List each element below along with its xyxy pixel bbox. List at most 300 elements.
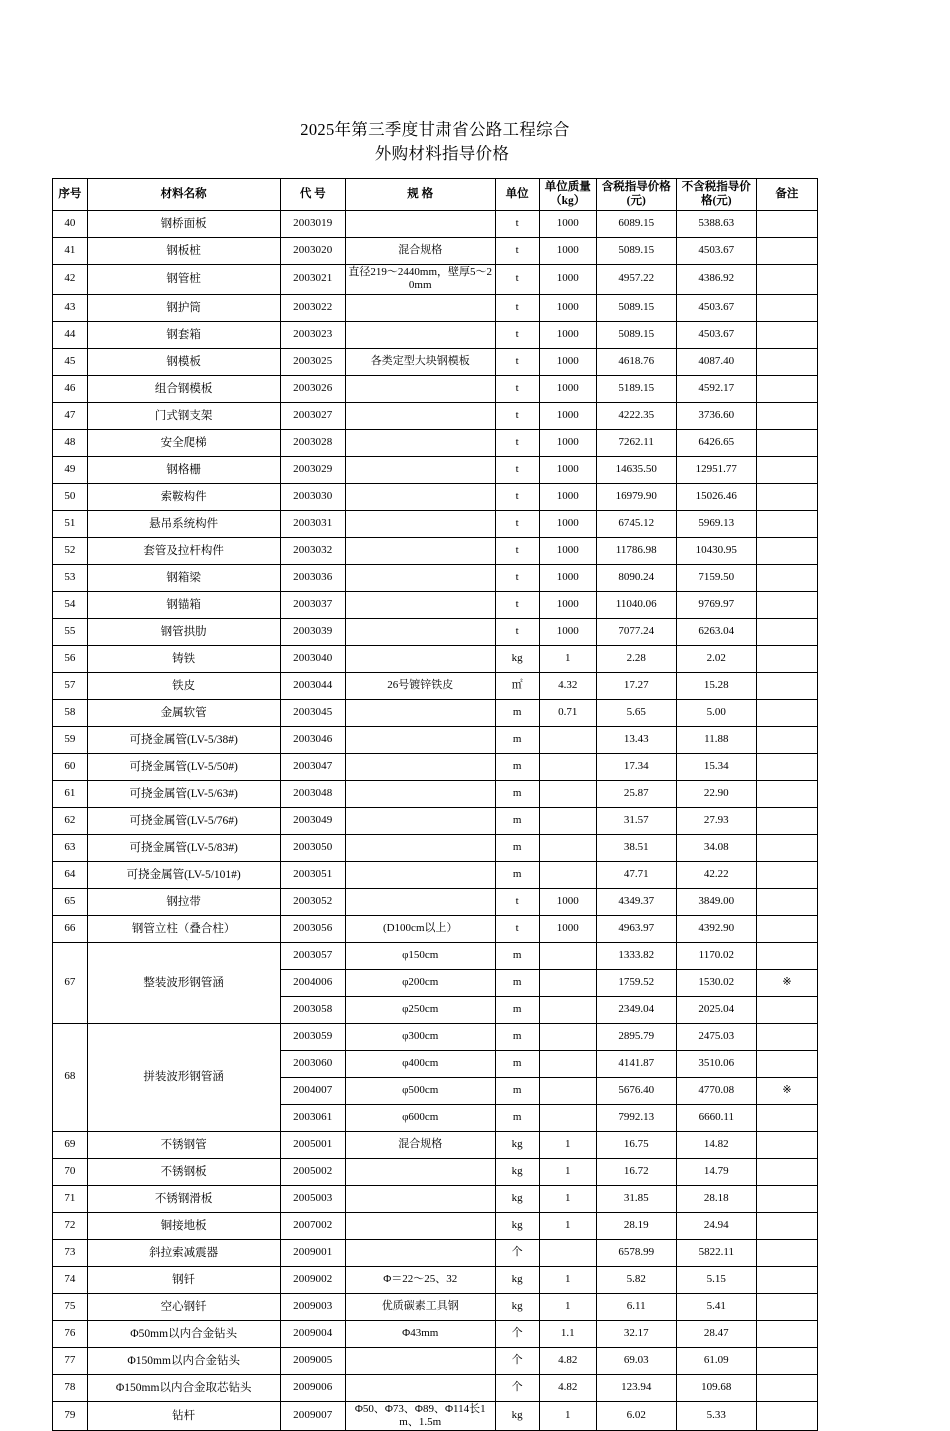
- cell-unit: t: [495, 915, 539, 942]
- cell-material-name: 门式钢支架: [87, 402, 280, 429]
- cell-unit-mass: [539, 726, 596, 753]
- cell-specification: φ150cm: [345, 942, 495, 969]
- cell-taxed-price: 7077.24: [596, 618, 676, 645]
- cell-serial-number: 71: [53, 1185, 88, 1212]
- cell-unit-mass: 1: [539, 1185, 596, 1212]
- cell-remark: [756, 429, 817, 456]
- cell-unit-mass: 1000: [539, 375, 596, 402]
- cell-code: 2003044: [280, 672, 345, 699]
- cell-code: 2009006: [280, 1374, 345, 1401]
- cell-untaxed-price: 5388.63: [676, 210, 756, 237]
- cell-code: 2003049: [280, 807, 345, 834]
- cell-remark: [756, 321, 817, 348]
- cell-remark: [756, 456, 817, 483]
- cell-serial-number: 72: [53, 1212, 88, 1239]
- table-row: [53, 915, 818, 942]
- cell-serial-number: 58: [53, 699, 88, 726]
- header-code: 代 号: [280, 179, 345, 211]
- cell-serial-number: 49: [53, 456, 88, 483]
- cell-remark: [756, 510, 817, 537]
- cell-taxed-price: 31.85: [596, 1185, 676, 1212]
- cell-untaxed-price: 12951.77: [676, 456, 756, 483]
- cell-taxed-price: 69.03: [596, 1347, 676, 1374]
- cell-material-name: 索鞍构件: [87, 483, 280, 510]
- cell-untaxed-price: 6660.11: [676, 1104, 756, 1131]
- cell-remark: [756, 1158, 817, 1185]
- header-untaxed-price: [676, 179, 756, 211]
- header-untaxed-price-line1: 不含税指导价: [681, 181, 751, 193]
- cell-remark: [756, 1023, 817, 1050]
- cell-material-name: Φ50mm以内合金钻头: [87, 1320, 280, 1347]
- cell-material-name: 不锈钢板: [87, 1158, 280, 1185]
- header-untaxed-price-line2: 格(元): [700, 195, 732, 208]
- cell-unit-mass: [539, 861, 596, 888]
- cell-taxed-price: 5.82: [596, 1266, 676, 1293]
- cell-code: 2003040: [280, 645, 345, 672]
- cell-untaxed-price: 15.28: [676, 672, 756, 699]
- cell-code: 2009005: [280, 1347, 345, 1374]
- cell-material-name: 钢管桩: [87, 264, 280, 294]
- cell-specification: [345, 1374, 495, 1401]
- cell-untaxed-price: 34.08: [676, 834, 756, 861]
- cell-taxed-price: 4957.22: [596, 264, 676, 294]
- cell-remark: [756, 294, 817, 321]
- cell-taxed-price: 25.87: [596, 780, 676, 807]
- cell-unit: kg: [495, 645, 539, 672]
- cell-material-name: 悬吊系统构件: [87, 510, 280, 537]
- cell-taxed-price: 17.34: [596, 753, 676, 780]
- cell-code: 2003029: [280, 456, 345, 483]
- cell-material-name: 钢护筒: [87, 294, 280, 321]
- cell-code: 2003032: [280, 537, 345, 564]
- table-row: [53, 1131, 818, 1158]
- cell-serial-number: 70: [53, 1158, 88, 1185]
- cell-serial-number: 46: [53, 375, 88, 402]
- table-row: [53, 564, 818, 591]
- cell-serial-number: 43: [53, 294, 88, 321]
- cell-specification: [345, 1158, 495, 1185]
- cell-specification: φ250cm: [345, 996, 495, 1023]
- cell-untaxed-price: 22.90: [676, 780, 756, 807]
- cell-remark: [756, 1131, 817, 1158]
- cell-untaxed-price: 15026.46: [676, 483, 756, 510]
- cell-code: 2009007: [280, 1401, 345, 1431]
- cell-code: 2003019: [280, 210, 345, 237]
- header-name: 材料名称: [87, 179, 280, 211]
- cell-untaxed-price: 28.18: [676, 1185, 756, 1212]
- cell-specification: [345, 210, 495, 237]
- cell-unit: kg: [495, 1212, 539, 1239]
- cell-untaxed-price: 3736.60: [676, 402, 756, 429]
- cell-unit-mass: [539, 942, 596, 969]
- cell-unit: t: [495, 237, 539, 264]
- cell-specification: Φ50、Φ73、Φ89、Φ114长1m、1.5m: [345, 1401, 495, 1431]
- cell-code: 2005002: [280, 1158, 345, 1185]
- cell-serial-number: 75: [53, 1293, 88, 1320]
- table-row: [53, 1185, 818, 1212]
- table-row: [53, 834, 818, 861]
- cell-unit-mass: 1000: [539, 456, 596, 483]
- cell-specification: [345, 1185, 495, 1212]
- cell-untaxed-price: 4770.08: [676, 1077, 756, 1104]
- cell-material-name: 斜拉索减震器: [87, 1239, 280, 1266]
- cell-remark: [756, 1320, 817, 1347]
- cell-serial-number: 79: [53, 1401, 88, 1431]
- cell-serial-number: 48: [53, 429, 88, 456]
- cell-specification: [345, 645, 495, 672]
- cell-specification: [345, 321, 495, 348]
- cell-untaxed-price: 5.41: [676, 1293, 756, 1320]
- cell-unit: m: [495, 699, 539, 726]
- cell-unit-mass: 1: [539, 1266, 596, 1293]
- cell-code: 2009002: [280, 1266, 345, 1293]
- cell-remark: [756, 264, 817, 294]
- cell-code: 2003023: [280, 321, 345, 348]
- table-row: [53, 1158, 818, 1185]
- header-taxed-price-line2: (元): [626, 195, 646, 208]
- cell-unit: kg: [495, 1158, 539, 1185]
- cell-unit-mass: [539, 807, 596, 834]
- cell-untaxed-price: 4592.17: [676, 375, 756, 402]
- cell-code: 2003036: [280, 564, 345, 591]
- cell-unit-mass: [539, 1050, 596, 1077]
- cell-unit-mass: 1: [539, 1293, 596, 1320]
- cell-unit-mass: 4.82: [539, 1347, 596, 1374]
- cell-serial-number: 57: [53, 672, 88, 699]
- title-line-1: 2025年第三季度甘肃省公路工程综合: [300, 120, 570, 139]
- cell-unit: m: [495, 1050, 539, 1077]
- cell-remark: [756, 834, 817, 861]
- cell-remark: [756, 915, 817, 942]
- cell-specification: [345, 1212, 495, 1239]
- cell-specification: [345, 699, 495, 726]
- cell-unit-mass: 1000: [539, 210, 596, 237]
- cell-remark: ※: [756, 969, 817, 996]
- table-row: [53, 456, 818, 483]
- cell-taxed-price: 123.94: [596, 1374, 676, 1401]
- cell-remark: [756, 618, 817, 645]
- cell-untaxed-price: 4503.67: [676, 321, 756, 348]
- cell-untaxed-price: 2025.04: [676, 996, 756, 1023]
- table-row: [53, 861, 818, 888]
- table-row: [53, 348, 818, 375]
- cell-material-name: 钢格栅: [87, 456, 280, 483]
- cell-code: 2003021: [280, 264, 345, 294]
- cell-untaxed-price: 4087.40: [676, 348, 756, 375]
- cell-untaxed-price: 2.02: [676, 645, 756, 672]
- cell-taxed-price: 28.19: [596, 1212, 676, 1239]
- cell-material-name: 拼装波形钢管涵: [87, 1023, 280, 1131]
- cell-untaxed-price: 4503.67: [676, 294, 756, 321]
- cell-material-name: 钢拉带: [87, 888, 280, 915]
- cell-untaxed-price: 5969.13: [676, 510, 756, 537]
- cell-code: 2003046: [280, 726, 345, 753]
- cell-unit-mass: 4.32: [539, 672, 596, 699]
- cell-code: 2009004: [280, 1320, 345, 1347]
- cell-remark: [756, 1185, 817, 1212]
- cell-material-name: 组合钢模板: [87, 375, 280, 402]
- cell-remark: [756, 1401, 817, 1431]
- cell-taxed-price: 5089.15: [596, 294, 676, 321]
- cell-taxed-price: 6089.15: [596, 210, 676, 237]
- cell-taxed-price: 32.17: [596, 1320, 676, 1347]
- cell-specification: [345, 834, 495, 861]
- cell-unit-mass: 1000: [539, 537, 596, 564]
- cell-unit-mass: 0.71: [539, 699, 596, 726]
- header-unit: 单位: [495, 179, 539, 211]
- cell-unit: m: [495, 807, 539, 834]
- cell-taxed-price: 16979.90: [596, 483, 676, 510]
- cell-specification: [345, 510, 495, 537]
- cell-unit: m: [495, 834, 539, 861]
- cell-serial-number: 62: [53, 807, 88, 834]
- table-body: [53, 210, 818, 1431]
- cell-untaxed-price: 4503.67: [676, 237, 756, 264]
- cell-specification: [345, 1239, 495, 1266]
- cell-serial-number: 51: [53, 510, 88, 537]
- cell-serial-number: 69: [53, 1131, 88, 1158]
- cell-untaxed-price: 2475.03: [676, 1023, 756, 1050]
- cell-serial-number: 55: [53, 618, 88, 645]
- cell-unit-mass: [539, 1077, 596, 1104]
- cell-unit-mass: 1000: [539, 294, 596, 321]
- cell-material-name: 钢模板: [87, 348, 280, 375]
- cell-unit-mass: 1000: [539, 564, 596, 591]
- cell-code: 2003025: [280, 348, 345, 375]
- cell-unit: t: [495, 294, 539, 321]
- cell-code: 2005001: [280, 1131, 345, 1158]
- cell-material-name: Φ150mm以内合金取芯钻头: [87, 1374, 280, 1401]
- cell-unit-mass: 4.82: [539, 1374, 596, 1401]
- cell-code: 2003061: [280, 1104, 345, 1131]
- cell-unit: t: [495, 510, 539, 537]
- cell-unit-mass: 1000: [539, 618, 596, 645]
- cell-material-name: 不锈钢滑板: [87, 1185, 280, 1212]
- table-row: [53, 672, 818, 699]
- table-row: [53, 1266, 818, 1293]
- cell-remark: ※: [756, 1077, 817, 1104]
- cell-unit: kg: [495, 1131, 539, 1158]
- cell-material-name: 空心钢钎: [87, 1293, 280, 1320]
- cell-remark: [756, 942, 817, 969]
- cell-code: 2003030: [280, 483, 345, 510]
- table-row: [53, 510, 818, 537]
- cell-code: 2003050: [280, 834, 345, 861]
- cell-unit: m: [495, 942, 539, 969]
- cell-specification: [345, 564, 495, 591]
- cell-serial-number: 45: [53, 348, 88, 375]
- cell-serial-number: 61: [53, 780, 88, 807]
- cell-remark: [756, 861, 817, 888]
- cell-specification: 各类定型大块钢模板: [345, 348, 495, 375]
- cell-unit-mass: 1: [539, 1158, 596, 1185]
- table-row: [53, 888, 818, 915]
- cell-specification: (D100cm以上）: [345, 915, 495, 942]
- cell-unit-mass: [539, 1239, 596, 1266]
- cell-unit: kg: [495, 1401, 539, 1431]
- table-row: [53, 780, 818, 807]
- cell-code: 2003020: [280, 237, 345, 264]
- header-taxed-price-line1: 含税指导价格: [601, 181, 671, 193]
- cell-specification: [345, 618, 495, 645]
- cell-remark: [756, 591, 817, 618]
- cell-specification: [345, 294, 495, 321]
- cell-specification: [345, 483, 495, 510]
- cell-unit-mass: 1000: [539, 348, 596, 375]
- table-row: [53, 483, 818, 510]
- material-price-table: [52, 178, 818, 1431]
- table-row: [53, 645, 818, 672]
- cell-code: 2007002: [280, 1212, 345, 1239]
- cell-unit: t: [495, 564, 539, 591]
- cell-remark: [756, 1374, 817, 1401]
- cell-untaxed-price: 61.09: [676, 1347, 756, 1374]
- cell-untaxed-price: 28.47: [676, 1320, 756, 1347]
- cell-remark: [756, 1050, 817, 1077]
- cell-unit-mass: 1000: [539, 915, 596, 942]
- cell-specification: φ200cm: [345, 969, 495, 996]
- header-taxed-price: [596, 179, 676, 211]
- cell-taxed-price: 38.51: [596, 834, 676, 861]
- table-row: [53, 1374, 818, 1401]
- cell-code: 2003057: [280, 942, 345, 969]
- table-row: [53, 699, 818, 726]
- cell-material-name: 钢钎: [87, 1266, 280, 1293]
- cell-remark: [756, 1212, 817, 1239]
- cell-unit-mass: [539, 834, 596, 861]
- table-row: [53, 942, 818, 969]
- cell-untaxed-price: 1530.02: [676, 969, 756, 996]
- cell-unit-mass: [539, 780, 596, 807]
- cell-untaxed-price: 5.33: [676, 1401, 756, 1431]
- cell-remark: [756, 780, 817, 807]
- table-row: [53, 618, 818, 645]
- header-no: 序号: [53, 179, 88, 211]
- cell-code: 2005003: [280, 1185, 345, 1212]
- cell-untaxed-price: 14.79: [676, 1158, 756, 1185]
- cell-taxed-price: 8090.24: [596, 564, 676, 591]
- cell-code: 2003056: [280, 915, 345, 942]
- cell-unit-mass: 1000: [539, 402, 596, 429]
- cell-serial-number: 68: [53, 1023, 88, 1131]
- table-row: [53, 1239, 818, 1266]
- cell-taxed-price: 2.28: [596, 645, 676, 672]
- cell-code: 2003060: [280, 1050, 345, 1077]
- cell-unit: m: [495, 1104, 539, 1131]
- cell-serial-number: 74: [53, 1266, 88, 1293]
- cell-unit-mass: 1: [539, 645, 596, 672]
- cell-unit: m: [495, 1023, 539, 1050]
- cell-code: 2003026: [280, 375, 345, 402]
- cell-taxed-price: 7992.13: [596, 1104, 676, 1131]
- cell-unit: kg: [495, 1185, 539, 1212]
- cell-untaxed-price: 14.82: [676, 1131, 756, 1158]
- cell-unit: 个: [495, 1374, 539, 1401]
- table-row: [53, 375, 818, 402]
- cell-untaxed-price: 3849.00: [676, 888, 756, 915]
- table-row: [53, 1320, 818, 1347]
- cell-remark: [756, 402, 817, 429]
- cell-unit: 个: [495, 1239, 539, 1266]
- cell-taxed-price: 11786.98: [596, 537, 676, 564]
- cell-specification: [345, 807, 495, 834]
- cell-taxed-price: 4141.87: [596, 1050, 676, 1077]
- cell-unit: t: [495, 375, 539, 402]
- cell-code: 2003039: [280, 618, 345, 645]
- cell-unit-mass: 1000: [539, 264, 596, 294]
- cell-specification: Φ43mm: [345, 1320, 495, 1347]
- cell-unit-mass: 1000: [539, 429, 596, 456]
- cell-code: 2009003: [280, 1293, 345, 1320]
- cell-material-name: 钢板桩: [87, 237, 280, 264]
- cell-code: 2003048: [280, 780, 345, 807]
- cell-taxed-price: 17.27: [596, 672, 676, 699]
- cell-unit-mass: [539, 996, 596, 1023]
- cell-specification: [345, 726, 495, 753]
- cell-material-name: 整装波形钢管涵: [87, 942, 280, 1023]
- cell-serial-number: 73: [53, 1239, 88, 1266]
- cell-unit: m: [495, 996, 539, 1023]
- table-row: [53, 807, 818, 834]
- cell-remark: [756, 375, 817, 402]
- table-row: [53, 1293, 818, 1320]
- cell-untaxed-price: 6263.04: [676, 618, 756, 645]
- cell-material-name: 可挠金属管(LV-5/101#): [87, 861, 280, 888]
- cell-unit: ㎡: [495, 672, 539, 699]
- cell-taxed-price: 16.72: [596, 1158, 676, 1185]
- cell-specification: [345, 753, 495, 780]
- table-row: [53, 210, 818, 237]
- cell-taxed-price: 5089.15: [596, 237, 676, 264]
- cell-serial-number: 76: [53, 1320, 88, 1347]
- table-row: [53, 726, 818, 753]
- cell-unit-mass: 1000: [539, 591, 596, 618]
- cell-remark: [756, 483, 817, 510]
- cell-specification: 混合规格: [345, 237, 495, 264]
- cell-code: 2003037: [280, 591, 345, 618]
- cell-specification: 混合规格: [345, 1131, 495, 1158]
- cell-material-name: 可挠金属管(LV-5/38#): [87, 726, 280, 753]
- cell-taxed-price: 5.65: [596, 699, 676, 726]
- table-row: [53, 294, 818, 321]
- cell-code: 2003022: [280, 294, 345, 321]
- cell-serial-number: 66: [53, 915, 88, 942]
- cell-material-name: 钢套箱: [87, 321, 280, 348]
- cell-specification: [345, 780, 495, 807]
- cell-taxed-price: 4963.97: [596, 915, 676, 942]
- cell-unit: m: [495, 780, 539, 807]
- cell-remark: [756, 564, 817, 591]
- cell-untaxed-price: 7159.50: [676, 564, 756, 591]
- cell-code: 2003027: [280, 402, 345, 429]
- cell-remark: [756, 807, 817, 834]
- cell-unit-mass: [539, 1023, 596, 1050]
- cell-serial-number: 56: [53, 645, 88, 672]
- cell-unit-mass: [539, 753, 596, 780]
- cell-serial-number: 41: [53, 237, 88, 264]
- cell-code: 2003059: [280, 1023, 345, 1050]
- header-unit-mass-line1: 单位质量: [544, 181, 591, 193]
- cell-untaxed-price: 6426.65: [676, 429, 756, 456]
- cell-taxed-price: 6578.99: [596, 1239, 676, 1266]
- cell-specification: [345, 375, 495, 402]
- cell-remark: [756, 672, 817, 699]
- cell-code: 2004006: [280, 969, 345, 996]
- cell-material-name: 套管及拉杆构件: [87, 537, 280, 564]
- cell-unit: t: [495, 348, 539, 375]
- cell-serial-number: 67: [53, 942, 88, 1023]
- cell-serial-number: 77: [53, 1347, 88, 1374]
